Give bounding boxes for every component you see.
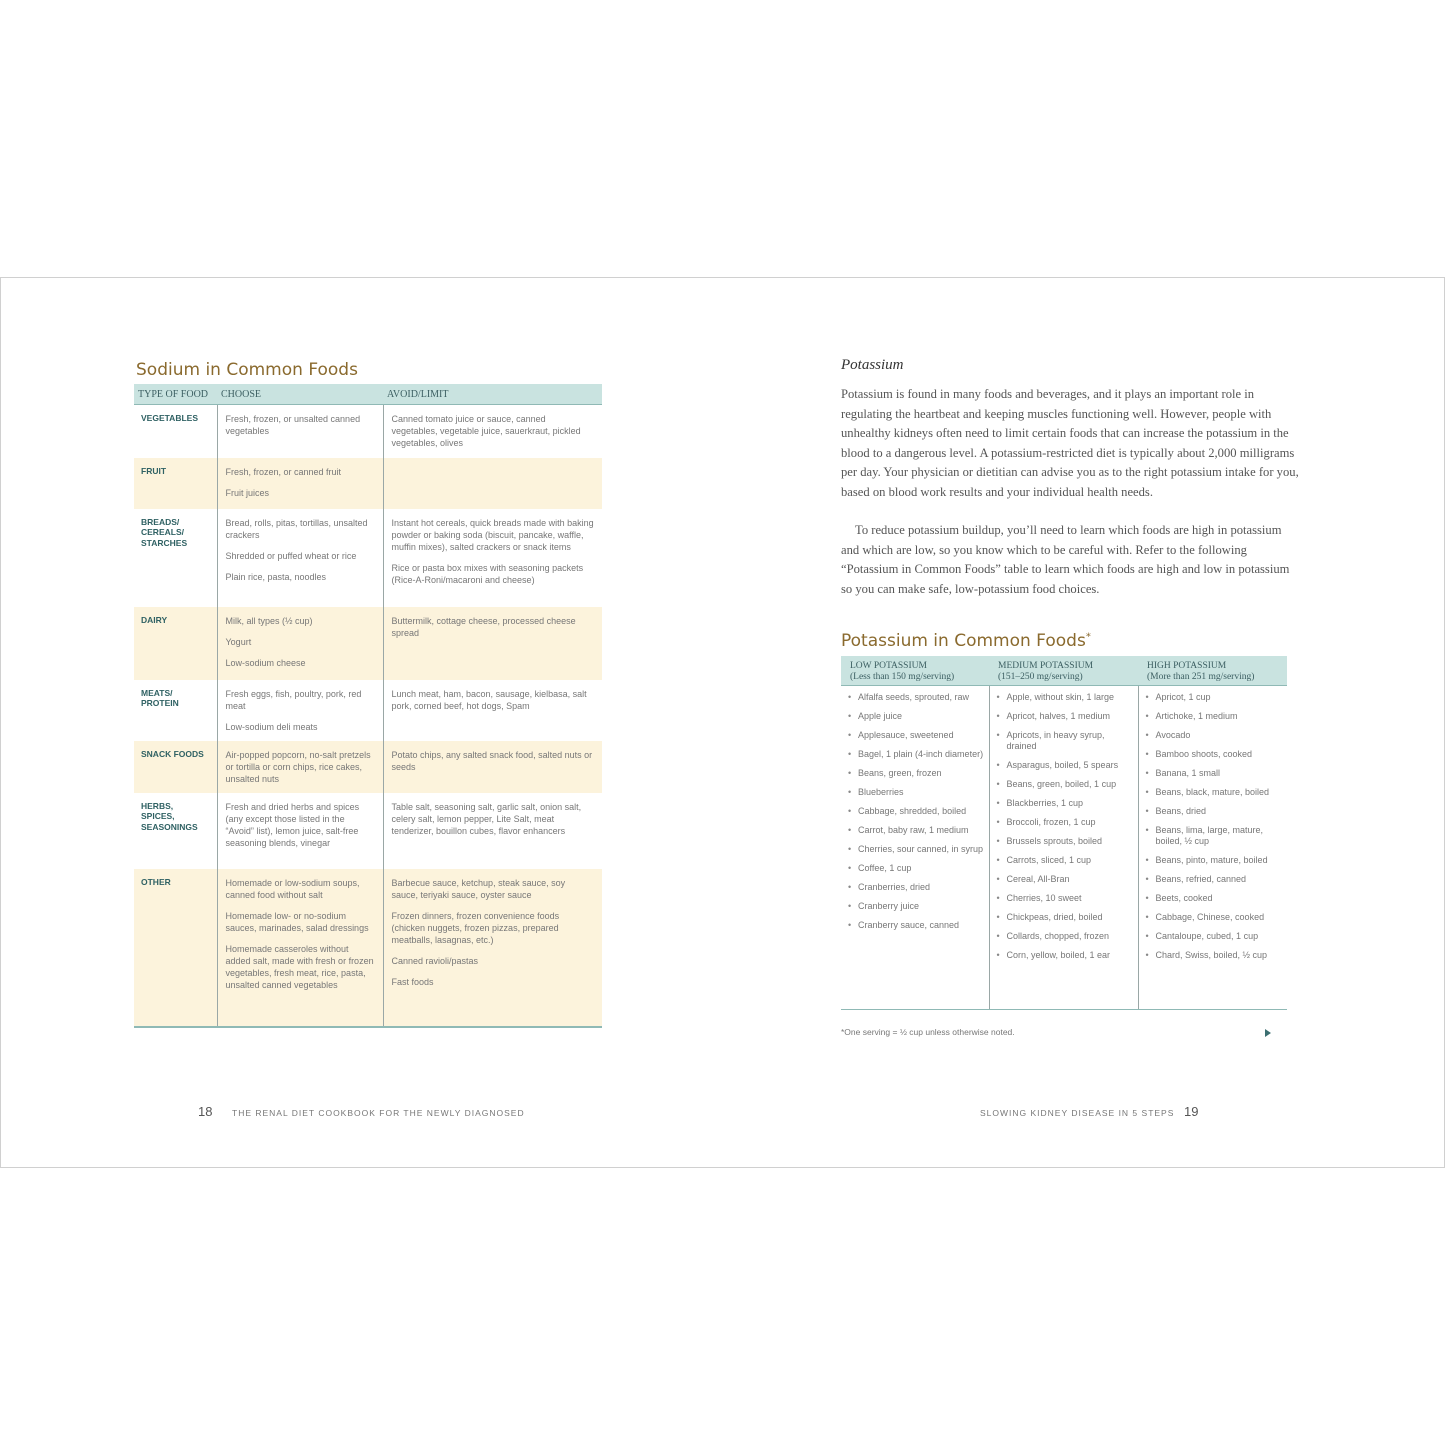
header-high — [1138, 656, 1287, 686]
avoid-cell — [383, 509, 602, 607]
list-item: • Asparagus, boiled, 5 spears — [996, 760, 1134, 771]
column-title: LOW POTASSIUM — [850, 661, 927, 671]
food-type: OTHER — [134, 869, 217, 1027]
avoid-cell — [383, 741, 602, 793]
list-item: • Beans, dried — [1145, 806, 1284, 817]
choose-item: Shredded or puffed wheat or rice — [225, 550, 357, 561]
high-potassium-list — [1145, 692, 1284, 960]
potassium-table-title — [841, 631, 1091, 651]
list-item: • Bamboo shoots, cooked — [1145, 749, 1284, 760]
list-item: • Chickpeas, dried, boiled — [996, 912, 1134, 923]
low-potassium-list — [847, 692, 985, 931]
list-item: • Banana, 1 small — [1145, 768, 1284, 779]
column-title: MEDIUM POTASSIUM — [998, 661, 1094, 671]
list-item: • Apple juice — [847, 711, 985, 722]
table-row — [134, 458, 602, 509]
choose-cell — [217, 607, 383, 680]
avoid-item: Potato chips, any salted snack food, salted nuts or seeds — [391, 749, 593, 772]
list-item: • Beans, green, frozen — [847, 768, 985, 779]
table-row — [841, 686, 1287, 1010]
choose-item: Fresh, frozen, or canned fruit — [225, 466, 342, 477]
list-item: • Beets, cooked — [1145, 893, 1284, 904]
table-row — [134, 607, 602, 680]
running-head-right: SLOWING KIDNEY DISEASE IN 5 STEPS — [980, 1108, 1175, 1118]
list-item: • Cranberry juice — [847, 901, 985, 912]
choose-item: Low-sodium cheese — [225, 657, 306, 668]
potassium-table — [841, 656, 1287, 1010]
list-item: • Coffee, 1 cup — [847, 863, 985, 874]
list-item: • Carrot, baby raw, 1 medium — [847, 825, 985, 836]
avoid-cell — [383, 869, 602, 1027]
potassium-heading: Potassium — [841, 357, 904, 373]
column-subtitle: (Less than 150 mg/serving) — [850, 671, 955, 682]
column-subtitle: (151–250 mg/serving) — [998, 671, 1083, 682]
list-item: • Carrots, sliced, 1 cup — [996, 855, 1134, 866]
food-type: BREADS/ CEREALS/ STARCHES — [141, 516, 188, 548]
food-type: SNACK FOODS — [134, 741, 217, 793]
high-column — [1138, 686, 1287, 1010]
table-row — [134, 405, 602, 458]
choose-item: Air-popped popcorn, no-salt pretzels or tortilla or corn chips, rice cakes, unsalted nuts — [225, 749, 371, 784]
avoid-item: Lunch meat, ham, bacon, sausage, kielbasa, salt pork, corned beef, hot dogs, Spam — [391, 688, 587, 711]
avoid-cell — [383, 793, 602, 869]
choose-cell — [217, 793, 383, 869]
list-item: • Bagel, 1 plain (4-inch diameter) — [847, 749, 985, 760]
list-item: • Cherries, sour canned, in syrup — [847, 844, 985, 855]
choose-item: Milk, all types (½ cup) — [225, 615, 313, 626]
list-item: • Apricots, in heavy syrup, drained — [996, 730, 1134, 751]
choose-item: Fresh and dried herbs and spices (any except those listed in the “Avoid” list), lemon juice, salt-free seasoning blends, vinegar — [225, 801, 360, 848]
choose-item: Bread, rolls, pitas, tortillas, unsalted crackers — [225, 517, 368, 540]
header-medium — [989, 656, 1138, 686]
header-choose: CHOOSE — [217, 384, 383, 405]
list-item: • Apple, without skin, 1 large — [996, 692, 1134, 703]
food-type: VEGETABLES — [141, 413, 198, 423]
page-number-right: 19 — [1184, 1104, 1199, 1119]
list-item: • Cranberries, dried — [847, 882, 985, 893]
choose-item: Homemade low- or no-sodium sauces, marinades, salad dressings — [225, 910, 369, 933]
choose-cell — [217, 680, 383, 741]
footnote: *One serving = ½ cup unless otherwise noted. — [841, 1027, 1015, 1037]
body-paragraph: To reduce potassium buildup, you’ll need to learn which foods are high in potassium and which are low, so you know which to be careful with. Refer to the following “Potassium in Common Foods” table to learn which foods are high and low in potassium so you can make safe, low-potassium food choices. — [841, 523, 1290, 596]
avoid-item: Canned ravioli/pastas — [391, 955, 479, 966]
sodium-table-title: Sodium in Common Foods — [136, 360, 358, 380]
avoid-cell — [383, 680, 602, 741]
list-item: • Broccoli, frozen, 1 cup — [996, 817, 1134, 828]
avoid-item: Fast foods — [391, 976, 434, 987]
header-avoid: AVOID/LIMIT — [383, 384, 602, 405]
list-item: • Beans, lima, large, mature, boiled, ½ cup — [1145, 825, 1284, 846]
food-type: HERBS, SPICES, SEASONINGS — [141, 800, 198, 832]
header-type: TYPE OF FOOD — [134, 384, 217, 405]
running-head-left: THE RENAL DIET COOKBOOK FOR THE NEWLY DIAGNOSED — [232, 1108, 525, 1118]
list-item: • Beans, refried, canned — [1145, 874, 1284, 885]
list-item: • Beans, black, mature, boiled — [1145, 787, 1284, 798]
choose-item: Homemade or low-sodium soups, canned food without salt — [225, 877, 360, 900]
list-item: • Apricot, 1 cup — [1145, 692, 1284, 703]
list-item: • Collards, chopped, frozen — [996, 931, 1134, 942]
food-type: MEATS/ PROTEIN — [141, 687, 179, 708]
list-item: • Cranberry sauce, canned — [847, 920, 985, 931]
avoid-item: Frozen dinners, frozen convenience foods (chicken nuggets, frozen pizzas, prepared meatballs, lasagnas, etc.) — [391, 910, 560, 945]
list-item: • Chard, Swiss, boiled, ½ cup — [1145, 950, 1284, 961]
column-title: HIGH POTASSIUM — [1147, 661, 1227, 671]
potassium-table-header — [841, 656, 1287, 686]
footnote-mark: * — [1085, 631, 1091, 643]
list-item: • Cabbage, Chinese, cooked — [1145, 912, 1284, 923]
low-column — [841, 686, 989, 1010]
avoid-cell — [383, 607, 602, 680]
food-type: DAIRY — [134, 607, 217, 680]
choose-cell — [217, 458, 383, 509]
choose-item: Fruit juices — [225, 487, 270, 498]
list-item: • Cabbage, shredded, boiled — [847, 806, 985, 817]
list-item: • Artichoke, 1 medium — [1145, 711, 1284, 722]
table-row — [134, 869, 602, 1027]
header-low — [841, 656, 989, 686]
list-item: • Brussels sprouts, boiled — [996, 836, 1134, 847]
choose-item: Yogurt — [225, 636, 252, 647]
table-row — [134, 793, 602, 869]
choose-item: Fresh, frozen, or unsalted canned vegetables — [225, 414, 361, 436]
sodium-table-header — [134, 384, 602, 405]
choose-cell — [217, 509, 383, 607]
list-item: • Apricot, halves, 1 medium — [996, 711, 1134, 722]
list-item: • Corn, yellow, boiled, 1 ear — [996, 950, 1134, 961]
choose-item: Fresh eggs, fish, poultry, pork, red meat — [225, 688, 362, 711]
avoid-item: Table salt, seasoning salt, garlic salt, onion salt, celery salt, lemon pepper, Lite Salt, meat tenderizer, bouillon cubes, flavor enhancers — [391, 801, 582, 836]
table-row — [134, 509, 602, 607]
avoid-item: Rice or pasta box mixes with seasoning packets (Rice-A-Roni/macaroni and cheese) — [391, 562, 584, 585]
avoid-item: Buttermilk, cottage cheese, processed cheese spread — [391, 615, 576, 638]
avoid-cell — [383, 405, 602, 458]
sodium-table — [134, 384, 602, 1028]
list-item: • Beans, green, boiled, 1 cup — [996, 779, 1134, 790]
list-item: • Beans, pinto, mature, boiled — [1145, 855, 1284, 866]
medium-potassium-list — [996, 692, 1134, 960]
potassium-table-title-text: Potassium in Common Foods — [841, 631, 1086, 651]
choose-cell — [217, 869, 383, 1027]
medium-column — [989, 686, 1138, 1010]
choose-cell — [217, 405, 383, 458]
choose-item: Low-sodium deli meats — [225, 721, 318, 732]
avoid-item: Barbecue sauce, ketchup, steak sauce, soy sauce, teriyaki sauce, oyster sauce — [391, 877, 566, 900]
body-paragraph: Potassium is found in many foods and beverages, and it plays an important role in regulating the heartbeat and keeping muscles functioning well. However, people with unhealthy kidneys often need to limit certain foods that can increase the potassium in the blood to a dangerous level. A potassium-restricted diet is typically about 2,000 milligrams per day. Your physician or dietitian can advise you as to the right potassium intake for you, based on blood work results and your individual health needs. — [841, 387, 1299, 499]
table-row — [134, 741, 602, 793]
list-item: • Blackberries, 1 cup — [996, 798, 1134, 809]
page-number-left: 18 — [198, 1104, 213, 1119]
food-type: FRUIT — [134, 458, 217, 509]
choose-item: Plain rice, pasta, noodles — [225, 571, 327, 582]
choose-cell — [217, 741, 383, 793]
list-item: • Cherries, 10 sweet — [996, 893, 1134, 904]
list-item: • Blueberries — [847, 787, 985, 798]
table-row — [134, 680, 602, 741]
list-item: • Avocado — [1145, 730, 1284, 741]
avoid-item: Canned tomato juice or sauce, canned vegetables, vegetable juice, sauerkraut, pickled vegetables, olives — [391, 414, 581, 448]
list-item: • Cereal, All-Bran — [996, 874, 1134, 885]
column-subtitle: (More than 251 mg/serving) — [1147, 671, 1255, 682]
avoid-item: Instant hot cereals, quick breads made with baking powder or baking soda (biscuit, pancake, waffle, muffin mixes), salted crackers or snack items — [391, 517, 594, 552]
triangle-right-icon — [1265, 1029, 1271, 1037]
choose-item: Homemade casseroles without added salt, made with fresh or frozen vegetables, fresh meat, rice, pasta, unsalted canned vegetables — [225, 943, 374, 990]
list-item: • Applesauce, sweetened — [847, 730, 985, 741]
avoid-cell — [383, 458, 602, 509]
list-item: • Cantaloupe, cubed, 1 cup — [1145, 931, 1284, 942]
list-item: • Alfalfa seeds, sprouted, raw — [847, 692, 985, 703]
